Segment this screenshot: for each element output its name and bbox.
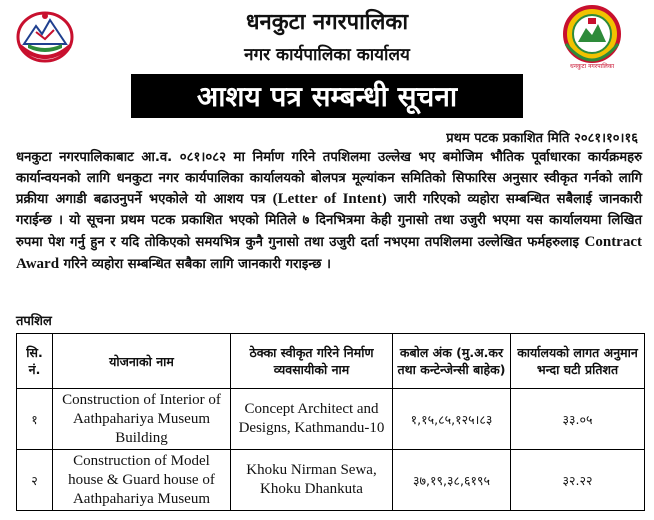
row-percent: ३३.०५ — [511, 389, 645, 450]
table-row — [17, 450, 645, 511]
logo-text: धनकुटा नगरपालिका — [569, 63, 615, 70]
col-header-sn: सि. नं. — [17, 334, 53, 389]
contract-award-label: Contract Award — [16, 233, 642, 272]
office-name: नगर कार्यपालिका कार्यालय — [244, 45, 410, 65]
municipality-name: धनकुटा नगरपालिका — [245, 10, 409, 35]
row-builder: Concept Architect and Designs, Kathmandu-10 — [231, 389, 393, 450]
row-project: Construction of Model house & Guard house of Aathpahariya Museum — [53, 450, 231, 511]
row-sn: २ — [17, 450, 53, 511]
row-sn: १ — [17, 389, 53, 450]
notice-body — [16, 148, 642, 275]
published-date: प्रथम पटक प्रकाशित मिति २०८१।१०।१६ — [446, 131, 638, 146]
letter-of-intent-label: (Letter of Intent) — [272, 191, 387, 208]
row-project: Construction of Interior of Aathpahariya Museum Building — [53, 389, 231, 450]
tapasil-label: तपशिल — [16, 314, 52, 329]
contract-table — [16, 333, 645, 511]
notice-title-banner — [131, 74, 523, 118]
col-header-project: योजनाको नाम — [53, 334, 231, 389]
col-header-bid: कबोल अंक (मु.अ.कर तथा कन्टेन्जेन्सी बाहेक) — [393, 334, 511, 389]
notice-para-part1: धनकुटा नगरपालिकाबाट आ.व. ०८१।०८२ मा निर्माण गरिने तपशिलमा उल्लेख भए बमोजिम भौतिक पूर्वाधारका कार्यक्रमहरु कार्यान्वयनको लागि धनकुटा नगर कार्यपालिका कार्यालयको बोलपत्र मूल्यांकन समितिको सिफारिस अनुसार स्वीकृत गर्नको लागि प्रक्रीया अगाडी बढाउनुपर्ने भएकोले यो आशय पत्र — [16, 150, 642, 208]
row-bid: ३७,१९,३८,६१९५ — [393, 450, 511, 511]
col-header-builder: ठेक्का स्वीकृत गरिने निर्माण व्यवसायीको नाम — [231, 334, 393, 389]
notice-para-part2: जारी गरिएको व्यहोरा सम्बन्धित सबैलाई जानकारी गराईन्छ । यो सूचना प्रथम पटक प्रकाशित भएको मितिले ७ दिनभित्रमा केही गुनासो तथा उजुरी भएमा यस कार्यालयमा लिखित रुपमा पेश गर्नु हुन र यदि तोकिएको समयभित्र कुनै गुनासो तथा उजुरी दर्ता नभएमा तपशिलमा उल्लेखित फर्महरुलाइ — [16, 192, 643, 250]
row-bid: १,१५,८५,१२५।८३ — [393, 389, 511, 450]
col-header-percent: कार्यालयको लागत अनुमान भन्दा घटी प्रतिशत — [511, 334, 645, 389]
row-builder: Khoku Nirman Sewa, Khoku Dhankuta — [231, 450, 393, 511]
table-row — [17, 389, 645, 450]
table-header-row — [17, 334, 645, 389]
notice-para-part3: गरिने व्यहोरा सम्बन्धित सबैका लागि जानकारी गराइन्छ । — [63, 256, 331, 272]
row-percent: ३२.२२ — [511, 450, 645, 511]
notice-title: आशय पत्र सम्बन्धी सूचना — [196, 80, 458, 113]
